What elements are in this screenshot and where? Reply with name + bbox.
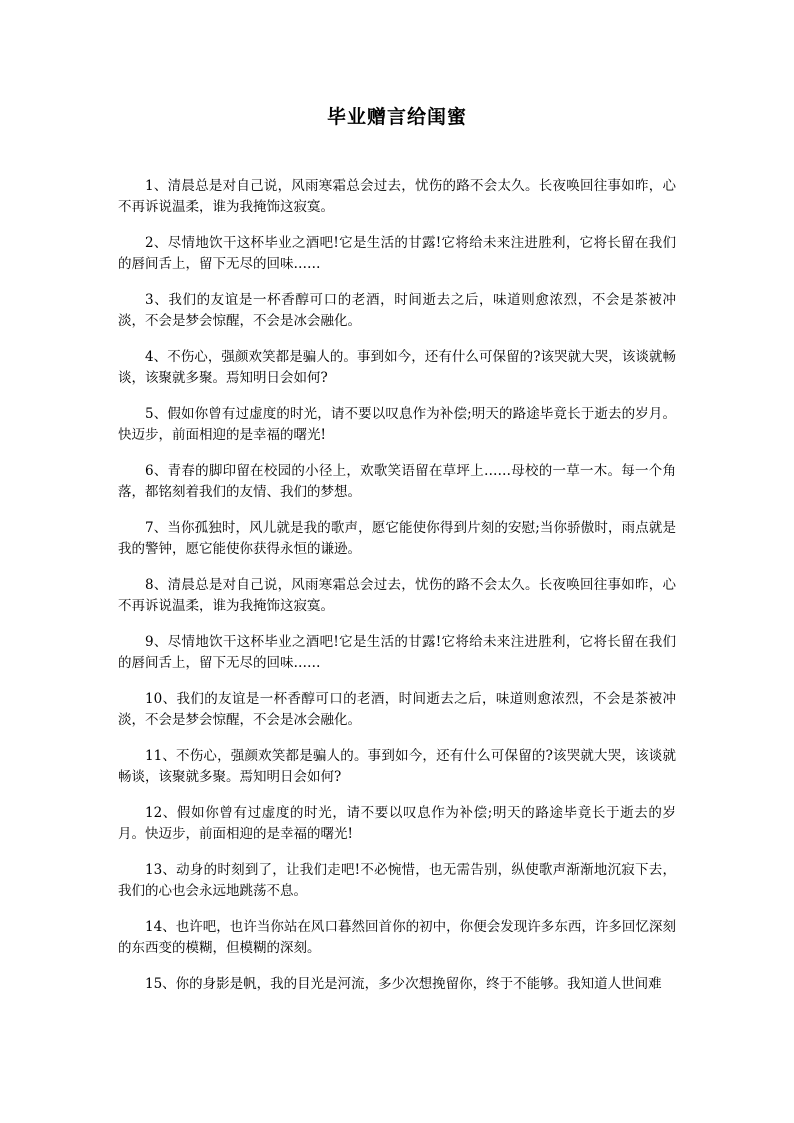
paragraph: 8、清晨总是对自己说，风雨寒霜总会过去，忧伤的路不会太久。长夜唤回往事如昨，心不再诉说温柔，谁为我掩饰这寂寞。 bbox=[118, 577, 676, 614]
paragraph: 6、青春的脚印留在校园的小径上，欢歌笑语留在草坪上……母校的一草一木。每一个角落，都铭刻着我们的友情、我们的梦想。 bbox=[118, 463, 676, 500]
paragraph: 15、你的身影是帆，我的目光是河流，多少次想挽留你，终于不能够。我知道人世间难 bbox=[145, 976, 662, 992]
paragraph: 2、尽情地饮干这杯毕业之酒吧!它是生活的甘露!它将给未来注进胜利，它将长留在我们的唇间舌上，留下无尽的回味…… bbox=[118, 235, 676, 272]
paragraph: 3、我们的友谊是一杯香醇可口的老酒，时间逝去之后，味道则愈浓烈，不会是茶被冲淡，不会是梦会惊醒，不会是冰会融化。 bbox=[118, 292, 676, 329]
paragraph: 10、我们的友谊是一杯香醇可口的老酒，时间逝去之后，味道则愈浓烈，不会是茶被冲淡，不会是梦会惊醒，不会是冰会融化。 bbox=[118, 691, 676, 728]
paragraph: 5、假如你曾有过虚度的时光，请不要以叹息作为补偿;明天的路途毕竟长于逝去的岁月。快迈步，前面相迎的是幸福的曙光! bbox=[118, 406, 676, 443]
paragraph: 4、不伤心，强颜欢笑都是骗人的。事到如今，还有什么可保留的?该哭就大哭，该谈就畅谈，该聚就多聚。焉知明日会如何? bbox=[118, 349, 676, 386]
paragraph: 12、假如你曾有过虚度的时光，请不要以叹息作为补偿;明天的路途毕竟长于逝去的岁月。快迈步，前面相迎的是幸福的曙光! bbox=[118, 805, 676, 842]
document-title: 毕业赠言给闺蜜 bbox=[326, 106, 467, 128]
paragraph: 1、清晨总是对自己说，风雨寒霜总会过去，忧伤的路不会太久。长夜唤回往事如昨，心不再诉说温柔，谁为我掩饰这寂寞。 bbox=[118, 178, 676, 215]
paragraph: 11、不伤心，强颜欢笑都是骗人的。事到如今，还有什么可保留的?该哭就大哭，该谈就畅谈，该聚就多聚。焉知明日会如何? bbox=[118, 748, 676, 785]
paragraph: 9、尽情地饮干这杯毕业之酒吧!它是生活的甘露!它将给未来注进胜利，它将长留在我们的唇间舌上，留下无尽的回味…… bbox=[118, 634, 676, 671]
paragraph: 7、当你孤独时，风儿就是我的歌声，愿它能使你得到片刻的安慰;当你骄傲时，雨点就是我的警钟，愿它能使你获得永恒的谦逊。 bbox=[118, 520, 676, 557]
paragraph: 13、动身的时刻到了，让我们走吧!不必惋惜，也无需告别，纵使歌声渐渐地沉寂下去，我们的心也会永远地跳荡不息。 bbox=[118, 862, 676, 899]
paragraph: 14、也许吧，也许当你站在风口暮然回首你的初中，你便会发现许多东西，许多回忆深刻的东西变的模糊，但模糊的深刻。 bbox=[118, 919, 676, 956]
paragraph-list bbox=[118, 176, 676, 1010]
